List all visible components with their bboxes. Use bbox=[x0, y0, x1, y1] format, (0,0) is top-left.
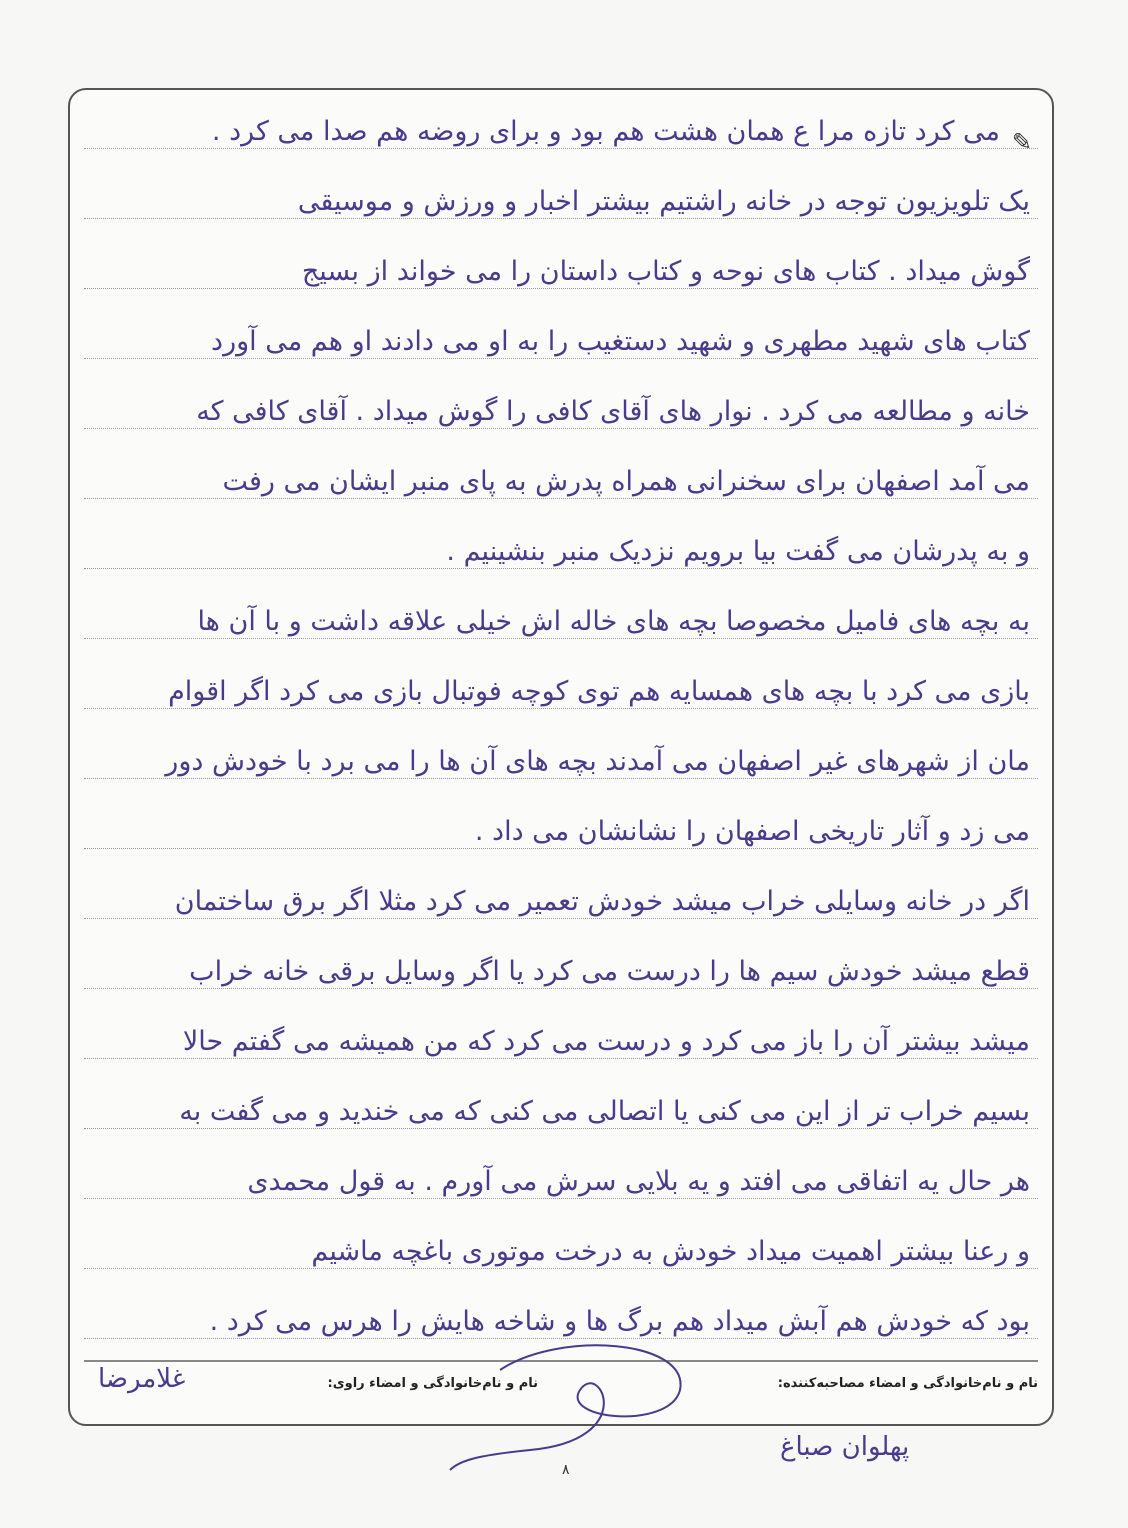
pencil-icon: ✎ bbox=[1011, 128, 1032, 156]
text-line: کتاب های شهید مطهری و شهید دستغیب را به او می دادند او هم می آورد bbox=[211, 326, 1030, 357]
text-line: خانه و مطالعه می کرد . نوار های آقای کافی را گوش میداد . آقای کافی که bbox=[196, 396, 1030, 427]
text-line: مان از شهرهای غیر اصفهان می آمدند بچه های آن ها را می برد با خودش دور bbox=[165, 746, 1030, 777]
interviewer-signature: پهلوان صباغ bbox=[780, 1432, 910, 1462]
text-line: و رعنا بیشتر اهمیت میداد خودش به درخت موتوری باغچه ماشیم bbox=[311, 1236, 1030, 1267]
text-line: میشد بیشتر آن را باز می کرد و درست می کرد که من همیشه می گفتم حالا bbox=[182, 1026, 1030, 1057]
text-line: می زد و آثار تاریخی اصفهان را نشانشان می داد . bbox=[474, 816, 1030, 847]
text-line: بسیم خراب تر از این می کنی یا اتصالی می کنی که می خندید و می گفت به bbox=[179, 1096, 1030, 1127]
text-line: به بچه های فامیل مخصوصا بچه های خاله اش خیلی علاقه داشت و با آن ها bbox=[197, 606, 1030, 637]
text-line: بازی می کرد با بچه های همسایه هم توی کوچه فوتبال بازی می کرد اگر اقوام bbox=[168, 676, 1030, 707]
text-line: هر حال یه اتفاقی می افتد و یه بلایی سرش می آورم . به قول محمدی bbox=[247, 1166, 1030, 1197]
text-line: گوش میداد . کتاب های نوحه و کتاب داستان را می خواند از بسیج bbox=[301, 256, 1030, 287]
text-line: قطع میشد خودش سیم ها را درست می کرد یا اگر وسایل برقی خانه خراب bbox=[189, 956, 1030, 987]
signature-scribble bbox=[440, 1330, 760, 1480]
document-page bbox=[68, 88, 1054, 1426]
narrator-signature: غلامرضا bbox=[98, 1364, 186, 1394]
text-line: بود که خودش هم آبش میداد هم برگ ها و شاخه هایش را هرس می کرد . bbox=[209, 1306, 1030, 1337]
text-line: یک تلویزیون توجه در خانه راشتیم بیشتر اخبار و ورزش و موسیقی bbox=[297, 186, 1030, 217]
narrator-label: نام و نام‌خانوادگی و امضاء راوی: bbox=[327, 1376, 538, 1391]
text-line: می کرد تازه مرا ع همان هشت هم بود و برای روضه هم صدا می کرد . bbox=[211, 116, 1000, 147]
page-number: ۸ bbox=[562, 1462, 570, 1478]
interviewer-label: نام و نام‌خانوادگی و امضاء مصاحبه‌کننده: bbox=[777, 1376, 1038, 1391]
text-line: اگر در خانه وسایلی خراب میشد خودش تعمیر می کرد مثلا اگر برق ساختمان bbox=[174, 886, 1030, 917]
text-line: و به پدرشان می گفت بیا برویم نزدیک منبر بنشینیم . bbox=[446, 536, 1030, 567]
text-line: می آمد اصفهان برای سخنرانی همراه پدرش به پای منبر ایشان می رفت bbox=[222, 466, 1030, 497]
